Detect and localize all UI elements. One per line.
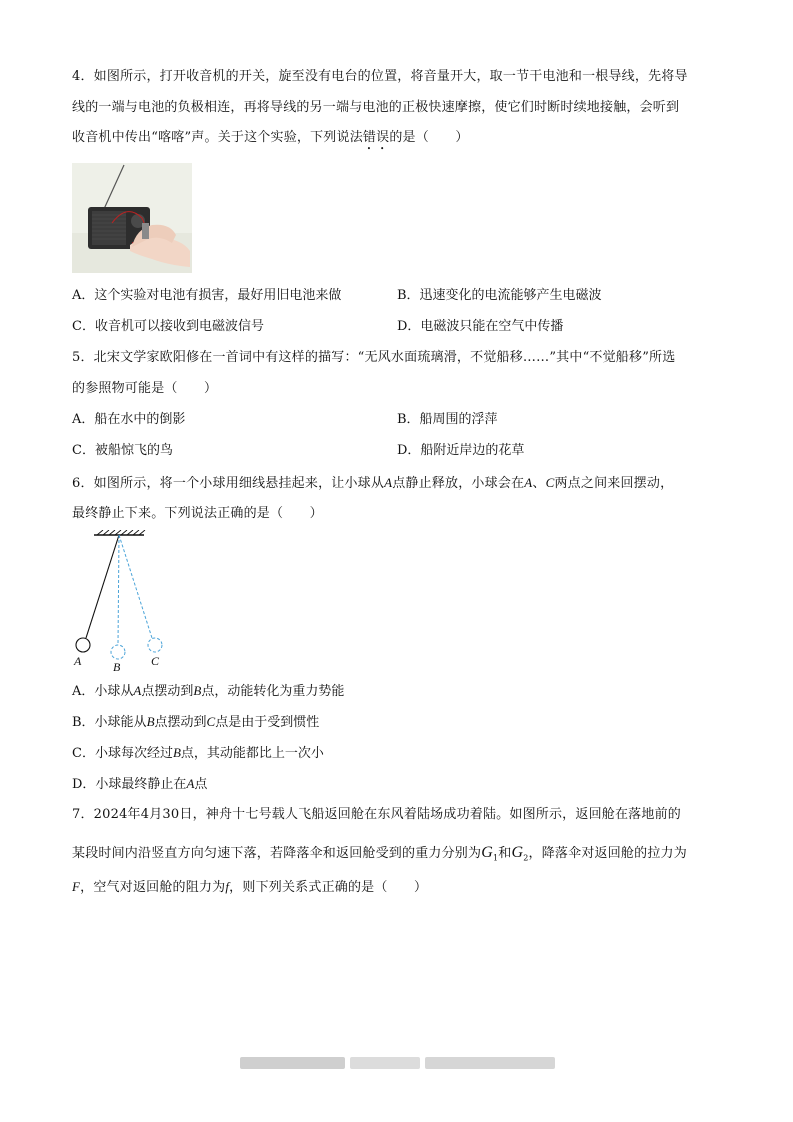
var-g2: G	[511, 844, 524, 861]
q4-line3-post: 的是（ ）	[389, 130, 469, 145]
opt-text: 点是由于受到惯性	[215, 715, 320, 730]
var: C	[206, 714, 216, 729]
var-c: C	[545, 475, 555, 490]
q7-text: ，空气对返回舱的阻力为	[80, 880, 226, 895]
q6-text: 点静止释放，小球会在	[392, 476, 525, 491]
var-g1: G	[481, 844, 493, 861]
blurred-footer-watermark	[240, 1055, 555, 1071]
var-f-upper: F	[72, 879, 81, 894]
opt-text: C．小球每次经过	[72, 746, 173, 761]
var: B	[146, 714, 155, 729]
var: B	[172, 745, 181, 760]
q7-line2	[72, 844, 687, 868]
q6-text: 两点之间来回摆动，	[554, 476, 674, 491]
q4-option-a[interactable]: A．这个实验对电池有损害，最好用旧电池来做	[72, 288, 342, 303]
q4-line3	[72, 129, 469, 153]
pendulum-diagram	[70, 530, 180, 675]
opt-text: B．小球能从	[72, 715, 147, 730]
label-c: C	[151, 654, 160, 668]
var-a: A	[384, 475, 393, 490]
var: A	[133, 683, 142, 698]
q6-option-d[interactable]	[72, 775, 207, 794]
var: A	[186, 776, 195, 791]
opt-text: 点摆动到	[141, 684, 194, 699]
q7-line1: 7．2024年4月30日，神舟十七号载人飞船返回舱在东风着陆场成功着陆。如图所示，返回舱在落地前的	[72, 807, 681, 822]
q6-text: 、	[532, 476, 546, 491]
label-b: B	[113, 660, 121, 674]
q7-line3	[72, 878, 427, 897]
var-a: A	[524, 475, 533, 490]
q5-line1: 5．北宋文学家欧阳修在一首词中有这样的描写：“无风水面琉璃滑，不觉船移……”其中“不觉船移”所选	[72, 350, 676, 365]
sub-1: 1	[492, 853, 499, 863]
q5-option-c[interactable]: C．被船惊飞的鸟	[72, 443, 173, 458]
q7-text: ，则下列关系式正确的是（ ）	[229, 880, 428, 895]
q4-line1: 4．如图所示，打开收音机的开关，旋至没有电台的位置，将音量开大，取一节干电池和一根导线，先将导	[72, 69, 688, 84]
q6-option-a[interactable]	[72, 682, 344, 701]
q4-line3-pre: 收音机中传出“喀喀”声。关于这个实验，下列说法	[72, 130, 363, 145]
q4-option-c[interactable]: C．收音机可以接收到电磁波信号	[72, 319, 264, 334]
q7-text: ，降落伞对返回舱的拉力为	[528, 846, 687, 861]
q5-option-a[interactable]: A．船在水中的倒影	[72, 412, 186, 427]
q4-option-d[interactable]: D．电磁波只能在空气中传播	[397, 319, 564, 334]
label-a: A	[74, 654, 82, 668]
opt-text: 点摆动到	[154, 715, 207, 730]
opt-text: D．小球最终静止在	[72, 777, 187, 792]
q5-option-d[interactable]: D．船附近岸边的花草	[397, 443, 525, 458]
q5-line2: 的参照物可能是（ ）	[72, 381, 218, 396]
q6-line2: 最终静止下来。下列说法正确的是（ ）	[72, 506, 323, 521]
var-f-lower: f	[225, 879, 230, 894]
q4-emphasis: 错误	[362, 130, 390, 145]
q6-line1	[72, 474, 673, 493]
q5-option-b[interactable]: B．船周围的浮萍	[397, 412, 498, 427]
opt-text: 点，其动能都比上一次小	[180, 746, 324, 761]
q7-text: 某段时间内沿竖直方向匀速下落，若降落伞和返回舱受到的重力分别为	[72, 846, 482, 861]
q4-option-b[interactable]: B．迅速变化的电流能够产生电磁波	[397, 288, 602, 303]
radio-experiment-photo	[72, 163, 192, 273]
q4-line2: 线的一端与电池的负极相连，再将导线的另一端与电池的正极快速摩擦，使它们时断时续地接触，会听到	[72, 100, 680, 115]
q7-text: 和	[498, 846, 512, 861]
q6-text: 6．如图所示，将一个小球用细线悬挂起来，让小球从	[72, 476, 385, 491]
var: B	[193, 683, 202, 698]
q6-option-c[interactable]	[72, 744, 324, 763]
opt-text: A．小球从	[72, 684, 134, 699]
q6-option-b[interactable]	[72, 713, 319, 732]
opt-text: 点	[194, 777, 208, 792]
opt-text: 点，动能转化为重力势能	[201, 684, 345, 699]
sub-2: 2	[523, 853, 529, 863]
